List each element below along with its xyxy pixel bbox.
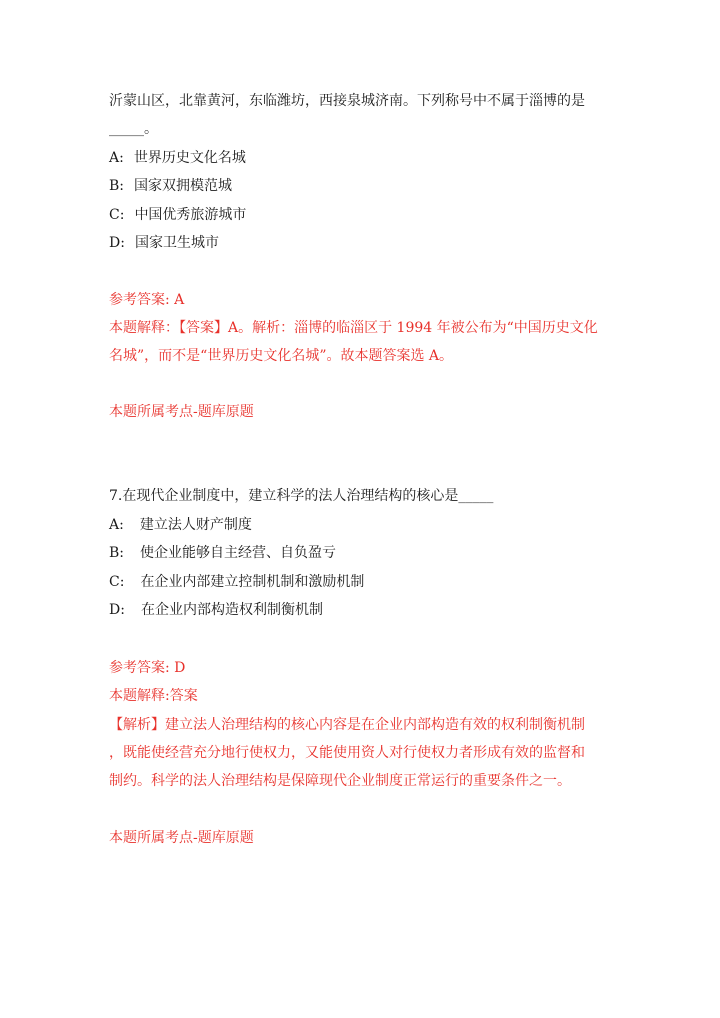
q6-option-d [109, 233, 219, 253]
q7-option-b [109, 543, 336, 563]
q7-option-b-text: 使企业能够自主经营、自负盈亏 [140, 545, 337, 561]
q6-explanation-line1: 本题解释：【答案】A。解析：淄博的临淄区于 1994 年被公布为“中国历史文化 [109, 320, 598, 336]
q6-stem-line2: _____。 [109, 121, 158, 137]
q7-option-d-key: D: [109, 602, 125, 618]
q6-option-b-text: 国家双拥模范城 [134, 178, 233, 194]
q7-source: 本题所属考点-题库原题 [109, 830, 254, 846]
q7-option-d [109, 600, 323, 620]
q7-option-c-text: 在企业内部建立控制机制和激励机制 [140, 574, 365, 590]
q7-answer: 参考答案: D [109, 660, 186, 676]
q7-option-a-text: 建立法人财产制度 [139, 517, 252, 533]
q7-explanation-line1: 【解析】建立法人治理结构的核心内容是在企业内部构造有效的权利制衡机制 [109, 717, 585, 733]
q7-option-b-key: B: [109, 545, 125, 561]
q6-source: 本题所属考点-题库原题 [109, 404, 254, 420]
q7-option-a-key: A: [109, 517, 124, 533]
q7-explanation-line3: 制约。科学的法人治理结构是保障现代企业制度正常运行的重要条件之一。 [109, 773, 571, 789]
q6-stem-line1: 沂蒙山区，北靠黄河，东临潍坊，西接泉城济南。下列称号中不属于淄博的是 [109, 93, 585, 109]
q6-option-a-key: A: [109, 150, 124, 166]
q6-option-a-text: 世界历史文化名城 [133, 150, 246, 166]
q7-explanation-line2: ，既能使经营充分地行使权力，又能使用资人对行使权力者形成有效的监督和 [109, 745, 585, 761]
q7-option-c-key: C: [109, 574, 125, 590]
q6-option-d-text: 国家卫生城市 [134, 235, 219, 251]
q7-option-c [109, 572, 364, 592]
q6-answer: 参考答案: A [109, 292, 185, 308]
q6-option-c [109, 205, 246, 225]
q7-explanation-head: 本题解释:答案 [109, 688, 198, 704]
q7-stem: 7.在现代企业制度中，建立科学的法人治理结构的核心是_____ [109, 488, 494, 504]
q6-option-d-key: D: [109, 235, 125, 251]
q6-option-c-text: 中国优秀旅游城市 [134, 207, 247, 223]
q6-option-b [109, 176, 232, 196]
q6-option-b-key: B: [109, 178, 125, 194]
q6-option-c-key: C: [109, 207, 125, 223]
q7-option-d-text: 在企业内部构造权利制衡机制 [140, 602, 323, 618]
q6-option-a [109, 148, 246, 168]
q6-explanation-line2: 名城”，而不是“世界历史文化名城”。故本题答案选 A。 [109, 348, 454, 364]
q7-option-a [109, 515, 252, 535]
